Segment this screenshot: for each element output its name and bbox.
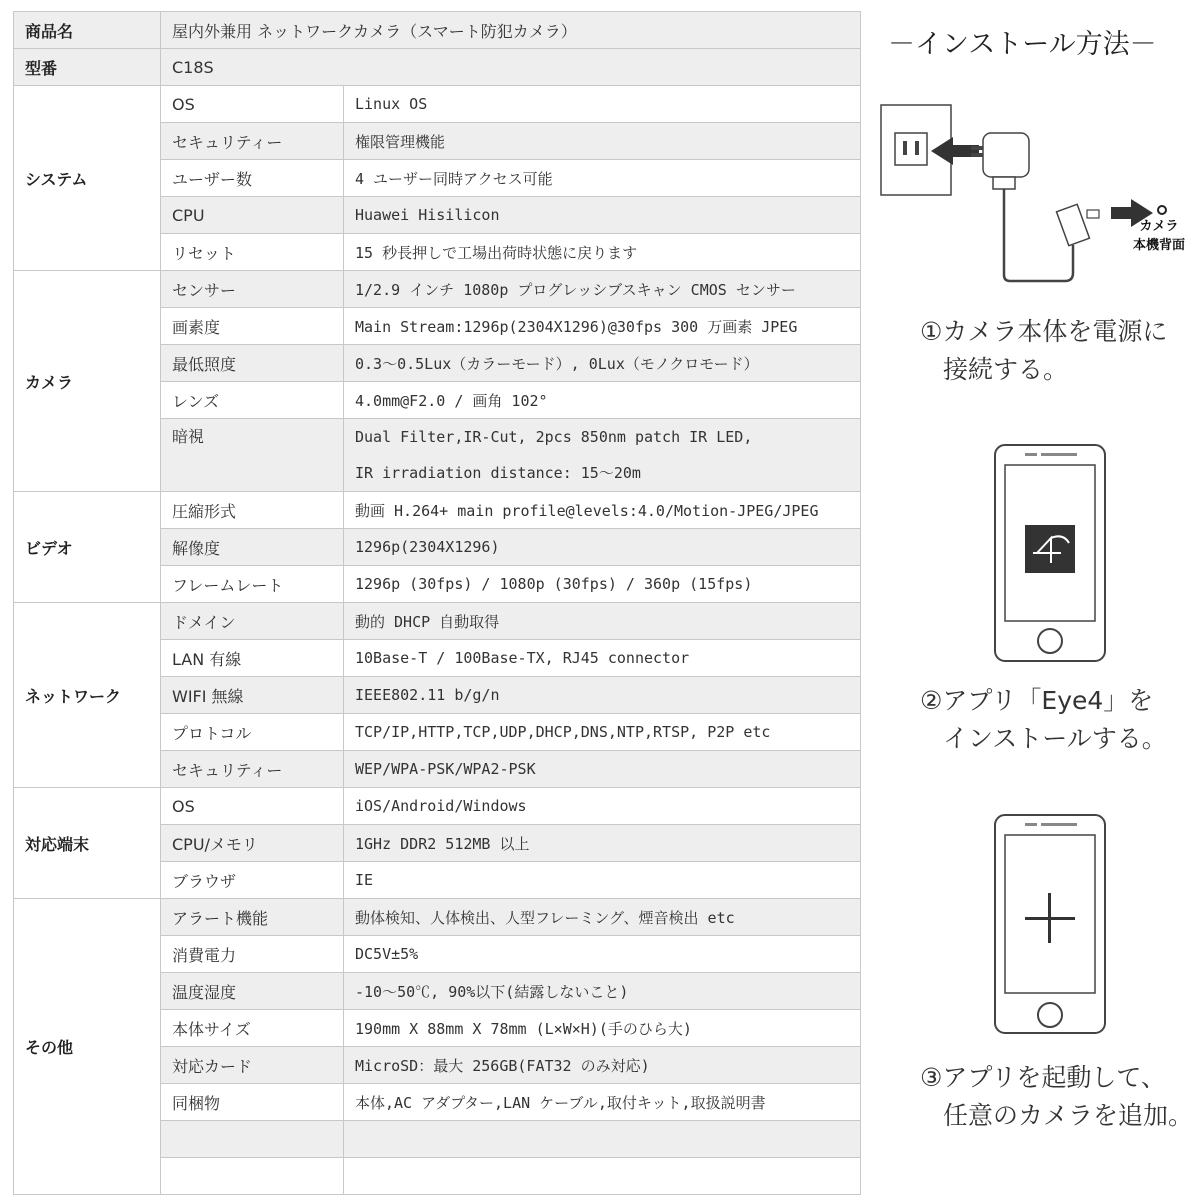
- ac-adapter-icon: [971, 133, 1099, 281]
- smartphone-add-camera-illustration: [993, 813, 1107, 1035]
- spec-value: DC5V±5%: [344, 936, 861, 973]
- smartphone-app-icon-illustration: [993, 443, 1107, 663]
- spec-value: 0.3～0.5Lux（カラーモード）, 0Lux（モノクロモード）: [344, 345, 861, 382]
- spec-value: C18S: [161, 49, 861, 86]
- spec-key: 暗視: [161, 419, 344, 492]
- spec-value: WEP/WPA-PSK/WPA2-PSK: [344, 751, 861, 788]
- step-3-line-2: 任意のカメラを追加。: [943, 1101, 1194, 1130]
- power-connection-illustration: [875, 95, 1195, 295]
- table-row: [14, 899, 861, 936]
- spec-key: リセット: [161, 234, 344, 271]
- spec-key: 消費電力: [161, 936, 344, 973]
- spec-key: セキュリティー: [161, 123, 344, 160]
- spec-value: [344, 419, 861, 492]
- spec-value-line-2: IR irradiation distance: 15～20m: [355, 464, 641, 482]
- spec-value: 10Base-T / 100Base-TX, RJ45 connector: [344, 640, 861, 677]
- table-row: [14, 86, 861, 123]
- spec-key: プロトコル: [161, 714, 344, 751]
- spec-key: 同梱物: [161, 1084, 344, 1121]
- camera-label: カメラ: [1139, 219, 1179, 234]
- spec-key: ユーザー数: [161, 160, 344, 197]
- spec-key: 最低照度: [161, 345, 344, 382]
- spec-key: LAN 有線: [161, 640, 344, 677]
- spec-value: -10～50℃, 90%以下(結露しないこと): [344, 973, 861, 1010]
- spec-key: OS: [161, 86, 344, 123]
- spec-value: IE: [344, 862, 861, 899]
- spec-key: センサー: [161, 271, 344, 308]
- spec-key: ブラウザ: [161, 862, 344, 899]
- spec-label: 商品名: [14, 12, 161, 49]
- spec-key: WIFI 無線: [161, 677, 344, 714]
- spec-category: 対応端末: [14, 788, 161, 899]
- spec-value: 屋内外兼用 ネットワークカメラ（スマート防犯カメラ）: [161, 12, 861, 49]
- spec-key: 解像度: [161, 529, 344, 566]
- step-2-line-1: ②アプリ「Eye4」を: [920, 686, 1154, 715]
- table-row: [14, 788, 861, 825]
- step-2-line-2: インストールする。: [943, 724, 1167, 753]
- spec-key: CPU/メモリ: [161, 825, 344, 862]
- spec-value: 4.0mm@F2.0 / 画角 102°: [344, 382, 861, 419]
- spec-category: カメラ: [14, 271, 161, 492]
- spec-value: 4 ユーザー同時アクセス可能: [344, 160, 861, 197]
- table-row: [14, 271, 861, 308]
- spec-key: ドメイン: [161, 603, 344, 640]
- spec-value: Huawei Hisilicon: [344, 197, 861, 234]
- eye4-app-icon: [1025, 525, 1075, 573]
- spec-key: 画素度: [161, 308, 344, 345]
- camera-back-label: 本機背面: [1132, 238, 1185, 253]
- spec-value: iOS/Android/Windows: [344, 788, 861, 825]
- spec-key: アラート機能: [161, 899, 344, 936]
- spec-value: 動画 H.264+ main profile@levels:4.0/Motion-JPEG/JPEG: [344, 492, 861, 529]
- spec-key: CPU: [161, 197, 344, 234]
- table-row: [14, 12, 861, 49]
- spec-value: [344, 1121, 861, 1158]
- table-row: [14, 492, 861, 529]
- spec-value: 権限管理機能: [344, 123, 861, 160]
- step-3-line-1: ③アプリを起動して、: [920, 1063, 1166, 1092]
- spec-value: 本体,AC アダプター,LAN ケーブル,取付キット,取扱説明書: [344, 1084, 861, 1121]
- spec-key: 温度湿度: [161, 973, 344, 1010]
- spec-category: ビデオ: [14, 492, 161, 603]
- spec-value: Main Stream:1296p(2304X1296)@30fps 300 万画素 JPEG: [344, 308, 861, 345]
- spec-key: 本体サイズ: [161, 1010, 344, 1047]
- spec-key: フレームレート: [161, 566, 344, 603]
- table-row: [14, 49, 861, 86]
- spec-value: IEEE802.11 b/g/n: [344, 677, 861, 714]
- spec-category: システム: [14, 86, 161, 271]
- spec-table-body: [14, 12, 861, 1195]
- spec-key: OS: [161, 788, 344, 825]
- spec-value: [344, 1158, 861, 1195]
- spec-key: 圧縮形式: [161, 492, 344, 529]
- spec-value-line-1: Dual Filter,IR-Cut, 2pcs 850nm patch IR LED,: [355, 428, 753, 446]
- spec-value: 1296p(2304X1296): [344, 529, 861, 566]
- spec-value: TCP/IP,HTTP,TCP,UDP,DHCP,DNS,NTP,RTSP, P2P etc: [344, 714, 861, 751]
- spec-key: [161, 1158, 344, 1195]
- spec-label: 型番: [14, 49, 161, 86]
- spec-key: セキュリティー: [161, 751, 344, 788]
- install-title: －インストール方法－: [888, 29, 1157, 60]
- spec-value: 15 秒長押しで工場出荷時状態に戻ります: [344, 234, 861, 271]
- spec-value: 1/2.9 インチ 1080p プログレッシブスキャン CMOS センサー: [344, 271, 861, 308]
- spec-key: 対応カード: [161, 1047, 344, 1084]
- step-1-line-2: 接続する。: [943, 355, 1069, 384]
- spec-key: レンズ: [161, 382, 344, 419]
- spec-category: ネットワーク: [14, 603, 161, 788]
- spec-value: 動体検知、人体検出、人型フレーミング、煙音検出 etc: [344, 899, 861, 936]
- spec-value: 動的 DHCP 自動取得: [344, 603, 861, 640]
- camera-back-icon: [1158, 206, 1166, 214]
- spec-value: 1GHz DDR2 512MB 以上: [344, 825, 861, 862]
- table-row: [14, 603, 861, 640]
- step-1-line-1: ①カメラ本体を電源に: [920, 317, 1168, 346]
- spec-value: 190mm X 88mm X 78mm (L×W×H)(手のひら大): [344, 1010, 861, 1047]
- spec-value: 1296p (30fps) / 1080p (30fps) / 360p (15fps): [344, 566, 861, 603]
- spec-value: MicroSD：最大 256GB(FAT32 のみ対応): [344, 1047, 861, 1084]
- spec-table: [13, 11, 861, 1195]
- spec-key: [161, 1121, 344, 1158]
- spec-category: その他: [14, 899, 161, 1195]
- spec-value: Linux OS: [344, 86, 861, 123]
